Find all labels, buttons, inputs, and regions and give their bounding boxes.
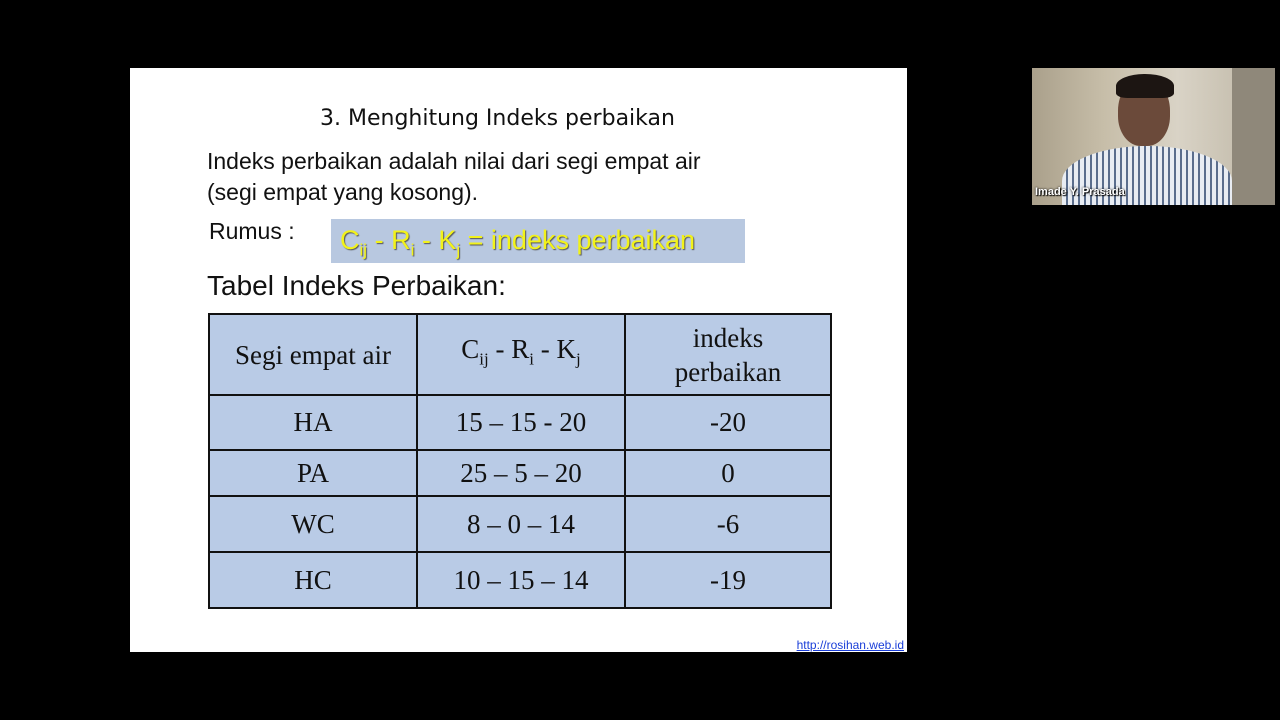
cell-index: -20 — [625, 395, 831, 450]
cell-calculation: 8 – 0 – 14 — [417, 496, 625, 552]
cell-index: -19 — [625, 552, 831, 608]
slide-description — [207, 146, 807, 208]
participant-name-label: Imade Y. Prasada — [1035, 186, 1125, 198]
rumus-label: Rumus : — [209, 218, 295, 244]
cell-name: WC — [209, 496, 417, 552]
formula-r: R — [391, 225, 411, 255]
formula-rest: = indeks perbaikan — [460, 225, 696, 255]
formula-sep2: - — [414, 225, 439, 255]
participant-hair — [1116, 74, 1174, 98]
cell-name: HC — [209, 552, 417, 608]
formula-text — [340, 225, 695, 260]
cell-calculation: 15 – 15 - 20 — [417, 395, 625, 450]
participant-video-tile[interactable] — [1032, 68, 1275, 205]
formula-r-sub: i — [410, 240, 415, 260]
background-wall — [1232, 68, 1275, 205]
slide-heading: 3. Menghitung Indeks perbaikan — [320, 106, 675, 131]
formula-k: K — [438, 225, 457, 255]
cell-index: -6 — [625, 496, 831, 552]
header-formula: $C_{ij} - R_i - K_j$ — [417, 314, 625, 395]
formula-sep1: - — [367, 225, 392, 255]
table-header-row — [209, 314, 831, 395]
table-row — [209, 552, 831, 608]
cell-name: HA — [209, 395, 417, 450]
cell-calculation: 10 – 15 – 14 — [417, 552, 625, 608]
description-line-2: (segi empat yang kosong). — [207, 179, 479, 205]
description-line-1: Indeks perbaikan adalah nilai dari segi empat air — [207, 148, 701, 174]
source-link[interactable]: http://rosihan.web.id — [796, 638, 904, 652]
presentation-slide — [130, 68, 907, 652]
header-indeks-perbaikan: indeks perbaikan — [625, 314, 831, 395]
cell-calculation: 25 – 5 – 20 — [417, 450, 625, 496]
formula-c-sub: ij — [359, 240, 368, 260]
formula-k-sub: j — [456, 240, 461, 260]
table-row — [209, 395, 831, 450]
cell-name: PA — [209, 450, 417, 496]
formula-box — [331, 219, 745, 263]
table-row — [209, 496, 831, 552]
table-title: Tabel Indeks Perbaikan: — [207, 270, 506, 301]
header-segi-empat-air: Segi empat air — [209, 314, 417, 395]
formula-c: C — [340, 225, 360, 255]
cell-index: 0 — [625, 450, 831, 496]
improvement-index-table — [208, 313, 832, 609]
table-row — [209, 450, 831, 496]
